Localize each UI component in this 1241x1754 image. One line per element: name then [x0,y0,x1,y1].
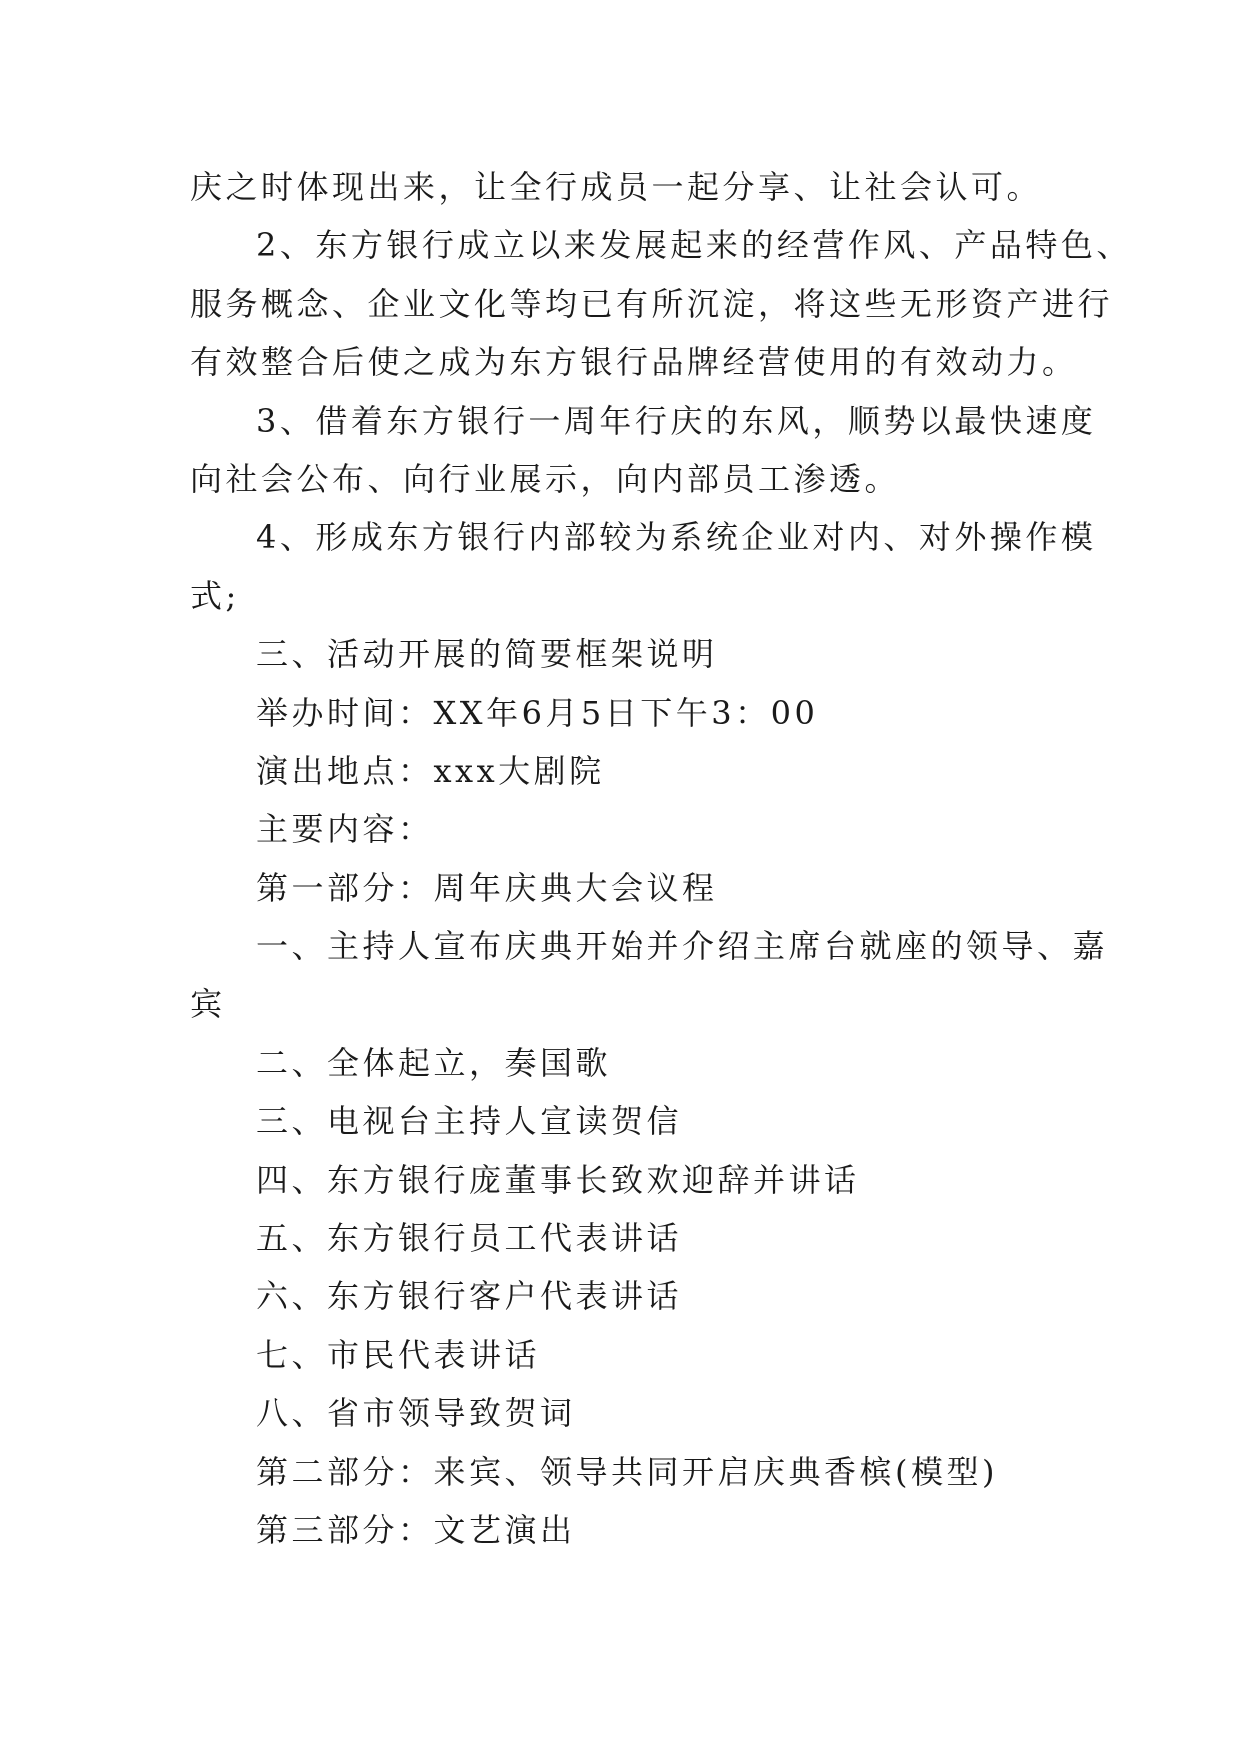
agenda-item: 四、东方银行庞董事长致欢迎辞并讲话 [256,1160,860,1199]
paragraph-line: 有效整合后使之成为东方银行品牌经营使用的有效动力。 [190,343,1078,382]
section-heading: 三、活动开展的简要框架说明 [256,635,718,674]
document-body [190,158,1132,1559]
paragraph-line: 服务概念、企业文化等均已有所沉淀，将这些无形资产进行 [190,284,1114,323]
paragraph-line: 向社会公布、向行业展示，向内部员工渗透。 [190,459,901,498]
agenda-item: 五、东方银行员工代表讲话 [256,1219,683,1258]
paragraph-line: 3、借着东方银行一周年行庆的东风，顺势以最快速度 [256,401,1097,440]
main-content-label: 主要内容： [256,810,434,849]
paragraph-line: 2、东方银行成立以来发展起来的经营作风、产品特色、 [256,226,1132,265]
agenda-item: 六、东方银行客户代表讲话 [256,1277,683,1316]
event-time: 举办时间：XX年6月5日下午3：00 [256,693,819,732]
paragraph-line: 式; [190,576,240,615]
agenda-item-continued: 宾 [190,985,226,1024]
event-venue: 演出地点：xxx大剧院 [256,751,605,790]
agenda-item: 七、市民代表讲话 [256,1335,541,1374]
agenda-item: 三、电视台主持人宣读贺信 [256,1102,683,1141]
part-heading: 第一部分：周年庆典大会议程 [256,868,718,907]
paragraph-line: 庆之时体现出来，让全行成员一起分享、让社会认可。 [190,168,1043,206]
agenda-item: 一、主持人宣布庆典开始并介绍主席台就座的领导、嘉 [256,927,1109,966]
paragraph-line: 4、形成东方银行内部较为系统企业对内、对外操作模 [256,518,1097,557]
part-heading: 第三部分：文艺演出 [256,1510,576,1549]
part-heading: 第二部分：来宾、领导共同开启庆典香槟(模型) [256,1452,998,1491]
agenda-item: 二、全体起立，奏国歌 [256,1043,612,1082]
agenda-item: 八、省市领导致贺词 [256,1394,576,1433]
